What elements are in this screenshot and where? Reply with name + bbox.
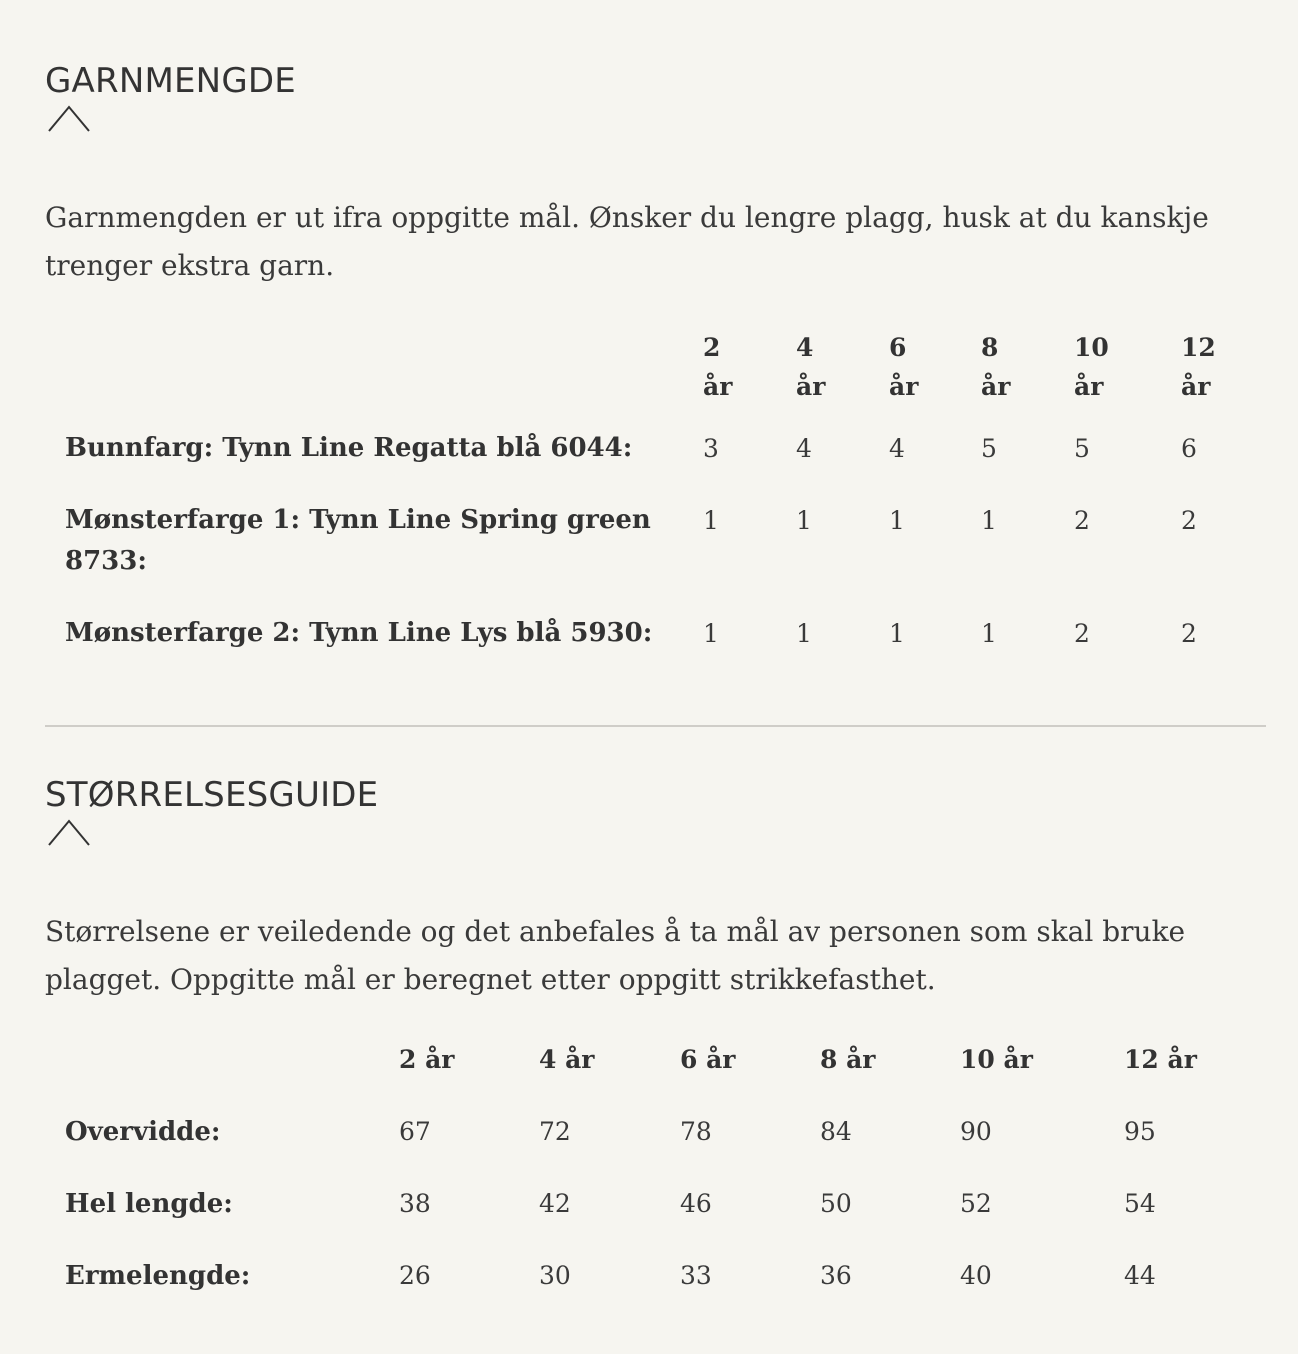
row-label: Mønsterfarge 2: Tynn Line Lys blå 5930: <box>65 618 653 648</box>
size-header: 10 år <box>960 1045 1033 1074</box>
row-label: Ermelengde: <box>65 1261 251 1291</box>
table-cell: 36 <box>820 1261 852 1290</box>
table-cell: 2 <box>1181 619 1197 648</box>
table-cell: 1 <box>796 619 812 648</box>
table-cell: 95 <box>1124 1117 1156 1146</box>
table-cell: 50 <box>820 1189 852 1218</box>
chevron-up-icon[interactable] <box>47 818 91 846</box>
size-guide-intro-text: Størrelsene er veiledende og det anbefales å ta mål av personen som skal bruke plagget. Oppgitte mål er beregnet etter oppgitt strikkefasthet. <box>45 915 1186 996</box>
table-row <box>45 613 1235 685</box>
yarn-intro-text: Garnmengden er ut ifra oppgitte mål. Ønsker du lengre plagg, husk at du kanskje trenger ekstra garn. <box>45 201 1209 282</box>
table-cell: 54 <box>1124 1189 1156 1218</box>
table-cell: 2 <box>1074 506 1090 535</box>
table-cell: 1 <box>981 506 997 535</box>
table-row <box>45 1184 1245 1256</box>
table-cell: 5 <box>981 434 997 463</box>
table-cell: 42 <box>539 1189 571 1218</box>
table-cell: 67 <box>399 1117 431 1146</box>
table-cell: 52 <box>960 1189 992 1218</box>
table-cell: 46 <box>680 1189 712 1218</box>
table-cell: 6 <box>1181 434 1197 463</box>
yarn-section-title: GARNMENGDE <box>45 61 296 101</box>
table-row <box>45 1256 1245 1328</box>
table-cell: 84 <box>820 1117 852 1146</box>
table-cell: 26 <box>399 1261 431 1290</box>
size-header: 2 år <box>399 1045 455 1074</box>
table-cell: 1 <box>703 506 719 535</box>
size-header: 4 år <box>539 1045 595 1074</box>
table-cell: 78 <box>680 1117 712 1146</box>
table-cell: 1 <box>889 619 905 648</box>
size-header: 8 år <box>820 1045 876 1074</box>
table-row <box>45 1112 1245 1184</box>
row-label: Hel lengde: <box>65 1189 233 1219</box>
size-header: 8 år <box>981 333 1011 401</box>
table-header-row <box>45 1040 1245 1112</box>
table-cell: 1 <box>796 506 812 535</box>
table-cell: 40 <box>960 1261 992 1290</box>
table-cell: 30 <box>539 1261 571 1290</box>
chevron-up-icon[interactable] <box>47 104 91 132</box>
size-header: 12 år <box>1181 333 1216 401</box>
size-header: 6 år <box>889 333 919 401</box>
size-table <box>45 1040 1245 1328</box>
size-header: 4 år <box>796 333 826 401</box>
size-header: 10 år <box>1074 333 1109 401</box>
table-cell: 1 <box>981 619 997 648</box>
size-header: 6 år <box>680 1045 736 1074</box>
section-divider <box>45 725 1266 727</box>
table-row <box>45 500 1235 613</box>
table-cell: 4 <box>796 434 812 463</box>
table-cell: 1 <box>889 506 905 535</box>
yarn-table <box>45 328 1235 685</box>
table-header-empty <box>45 1040 399 1112</box>
table-cell: 5 <box>1074 434 1090 463</box>
table-cell: 33 <box>680 1261 712 1290</box>
size-guide-section-title: STØRRELSESGUIDE <box>45 775 379 815</box>
table-cell: 2 <box>1074 619 1090 648</box>
table-header-row <box>45 328 1235 428</box>
row-label: Mønsterfarge 1: Tynn Line Spring green 8733: <box>65 505 651 576</box>
row-label: Bunnfarg: Tynn Line Regatta blå 6044: <box>65 433 633 463</box>
table-cell: 4 <box>889 434 905 463</box>
size-header: 2 år <box>703 333 733 401</box>
table-cell: 2 <box>1181 506 1197 535</box>
table-cell: 1 <box>703 619 719 648</box>
table-row <box>45 428 1235 500</box>
table-cell: 90 <box>960 1117 992 1146</box>
table-cell: 3 <box>703 434 719 463</box>
table-cell: 38 <box>399 1189 431 1218</box>
row-label: Overvidde: <box>65 1117 221 1147</box>
table-cell: 72 <box>539 1117 571 1146</box>
table-header-empty <box>45 328 703 428</box>
table-cell: 44 <box>1124 1261 1156 1290</box>
size-header: 12 år <box>1124 1045 1197 1074</box>
